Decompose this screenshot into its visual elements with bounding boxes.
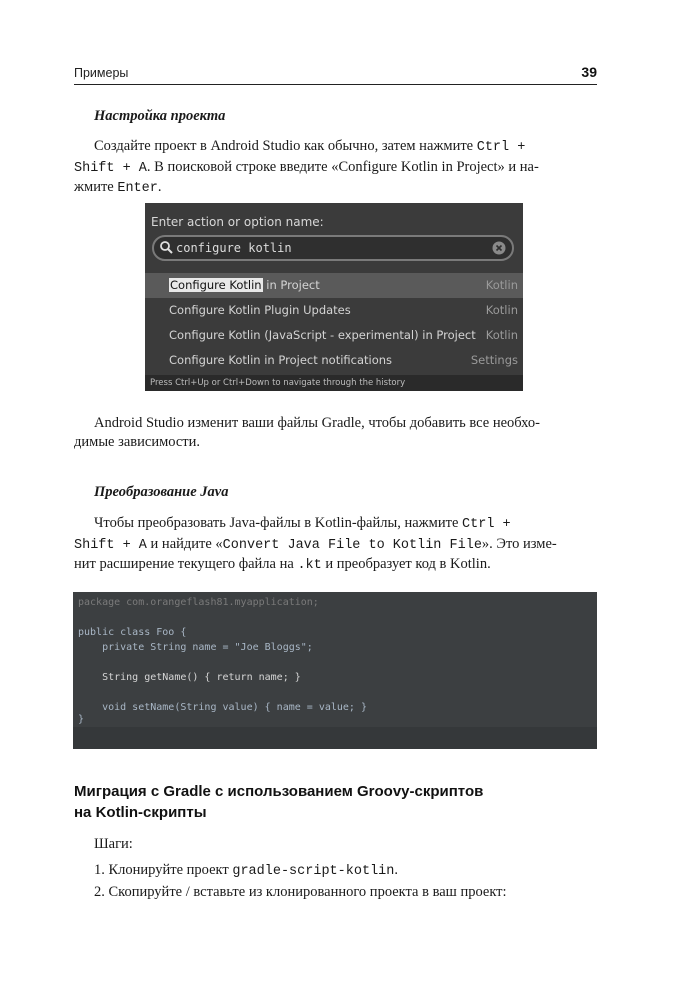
subsection-title: Настройка проекта xyxy=(94,108,226,124)
key-shift-a: Shift + A xyxy=(74,160,147,176)
paragraph-convert: Чтобы преобразовать Java-файлы в Kotlin-файлы, нажмите Ctrl + Shift + A и найдите «Convert Java File to Kotlin File». Это изме- нит расширение текущего файла на .kt и преобразует код в Kotlin. xyxy=(74,515,557,573)
paragraph-gradle: Android Studio изменит ваши файлы Gradle, чтобы добавить все необхо- димые зависимости. xyxy=(74,415,540,450)
page-number: 39 xyxy=(581,64,597,80)
code-line: } xyxy=(78,714,85,725)
search-query: configure kotlin xyxy=(176,241,292,255)
code-line: void setName(String value) { name = value; } xyxy=(78,702,367,713)
key-ctrl: Ctrl + xyxy=(476,140,526,155)
subsection-title: Преобразование Java xyxy=(94,484,229,500)
result-item[interactable]: Configure Kotlin in Project notifications Settings xyxy=(169,353,518,367)
list-item: 1. Клонируйте проект gradle-script-kotlin. xyxy=(94,862,398,879)
key-ctrl: Ctrl + xyxy=(462,517,511,532)
list-item: 2. Скопируйте / вставьте из клонированного проекта в ваш проект: xyxy=(94,884,507,900)
dialog-footer-hint: Press Ctrl+Up or Ctrl+Down to navigate through the history xyxy=(145,375,523,391)
search-input[interactable] xyxy=(152,235,514,261)
result-item[interactable]: Configure Kotlin Plugin Updates Kotlin xyxy=(169,303,518,317)
result-item[interactable]: Configure Kotlin (JavaScript - experimental) in Project Kotlin xyxy=(169,328,518,342)
key-shift-a: Shift + A xyxy=(74,537,147,553)
key-enter: Enter xyxy=(117,181,158,196)
dialog-title: Enter action or option name: xyxy=(151,215,324,229)
results-list xyxy=(145,273,523,373)
code-line: package com.orangeflash81.myapplication; xyxy=(78,597,319,608)
result-item[interactable]: Configure Kotlin in Project Kotlin xyxy=(145,273,523,298)
action-search-dialog xyxy=(145,203,523,391)
paragraph-setup: Создайте проект в Android Studio как обычно, затем нажмите Ctrl + Shift + A. В поисковой строке введите «Configure Kotlin in Project» и на- жмите Enter. xyxy=(74,138,539,196)
clear-icon[interactable] xyxy=(492,241,506,255)
repo-name: gradle-script-kotlin xyxy=(232,864,395,879)
file-extension: .kt xyxy=(297,558,322,573)
code-line: public class Foo { xyxy=(78,627,187,638)
editor-bottom-band xyxy=(73,727,597,749)
section-heading: Миграция с Gradle с использованием Groovy-скриптов на Kotlin-скрипты xyxy=(74,783,484,821)
code-screenshot xyxy=(73,592,597,749)
page-header xyxy=(74,64,597,85)
steps-label: Шаги: xyxy=(94,836,133,852)
code-line: private String name = "Joe Bloggs"; xyxy=(78,642,313,653)
command-name: Convert Java File to Kotlin File xyxy=(222,537,482,553)
running-head: Примеры xyxy=(74,66,129,80)
search-icon xyxy=(159,240,173,254)
code-line: String getName() { return name; } xyxy=(78,672,301,683)
